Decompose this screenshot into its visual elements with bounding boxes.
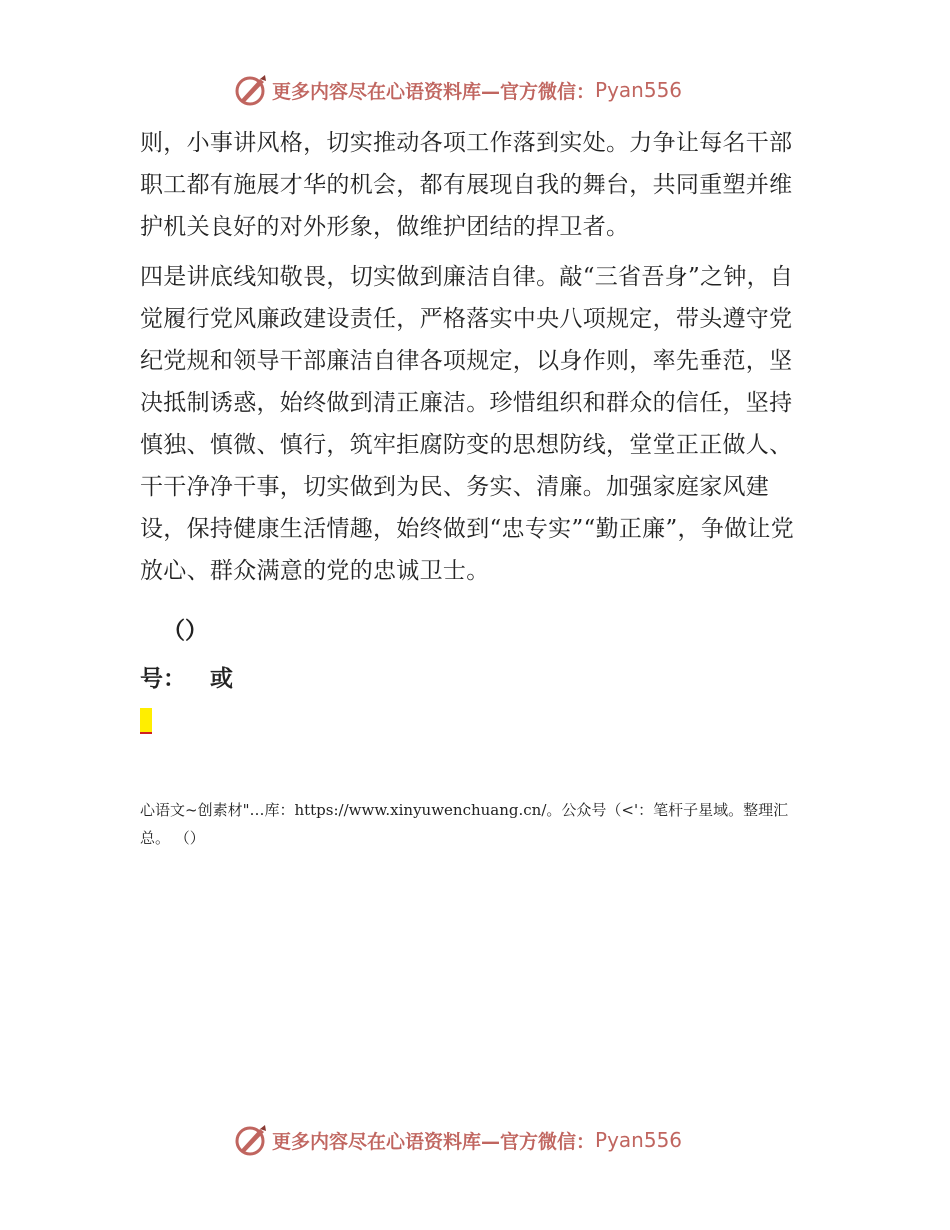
banner-wechat-id: Pyan556 (595, 78, 683, 102)
empty-parentheses: （） (162, 618, 208, 644)
footer-banner (234, 1122, 734, 1158)
number-line (140, 660, 233, 693)
source-footnote: 心语文~创素材"…库：https://www.xinyuwenchuang.cn/。公众号（<'：笔杆子星域。整理汇总。 （） (140, 801, 789, 847)
header-banner (234, 72, 734, 108)
quill-pen-logo-icon (234, 1123, 268, 1157)
document-body (140, 122, 812, 592)
number-value: 或 (210, 666, 233, 692)
banner-wechat-id: Pyan556 (595, 1128, 683, 1152)
quill-pen-logo-icon (234, 73, 268, 107)
highlight-marker (140, 708, 152, 734)
banner-text: 更多内容尽在心语资料库—官方微信： (272, 1130, 596, 1153)
banner-text: 更多内容尽在心语资料库—官方微信： (272, 80, 596, 103)
number-label: 号： (140, 666, 186, 692)
paragraph-2: 四是讲底线知敬畏，切实做到廉洁自律。敲“三省吾身”之钟，自觉履行党风廉政建设责任，严格落实中央八项规定，带头遵守党纪党规和领导干部廉洁自律各项规定，以身作则，率先垂范，坚决抵制诱惑，始终做到清正廉洁。珍惜组织和群众的信任，坚持慎独、慎微、慎行，筑牢拒腐防变的思想防线，堂堂正正做人、干干净净干事，切实做到为民、务实、清廉。加强家庭家风建设，保持健康生活情趣，始终做到“忠专实”“勤正廉”，争做让党放心、群众满意的党的忠诚卫士。 (140, 264, 795, 584)
paragraph-1: 则，小事讲风格，切实推动各项工作落到实处。力争让每名干部职工都有施展才华的机会，都有展现自我的舞台，共同重塑并维护机关良好的对外形象，做维护团结的捍卫者。 (140, 130, 793, 240)
